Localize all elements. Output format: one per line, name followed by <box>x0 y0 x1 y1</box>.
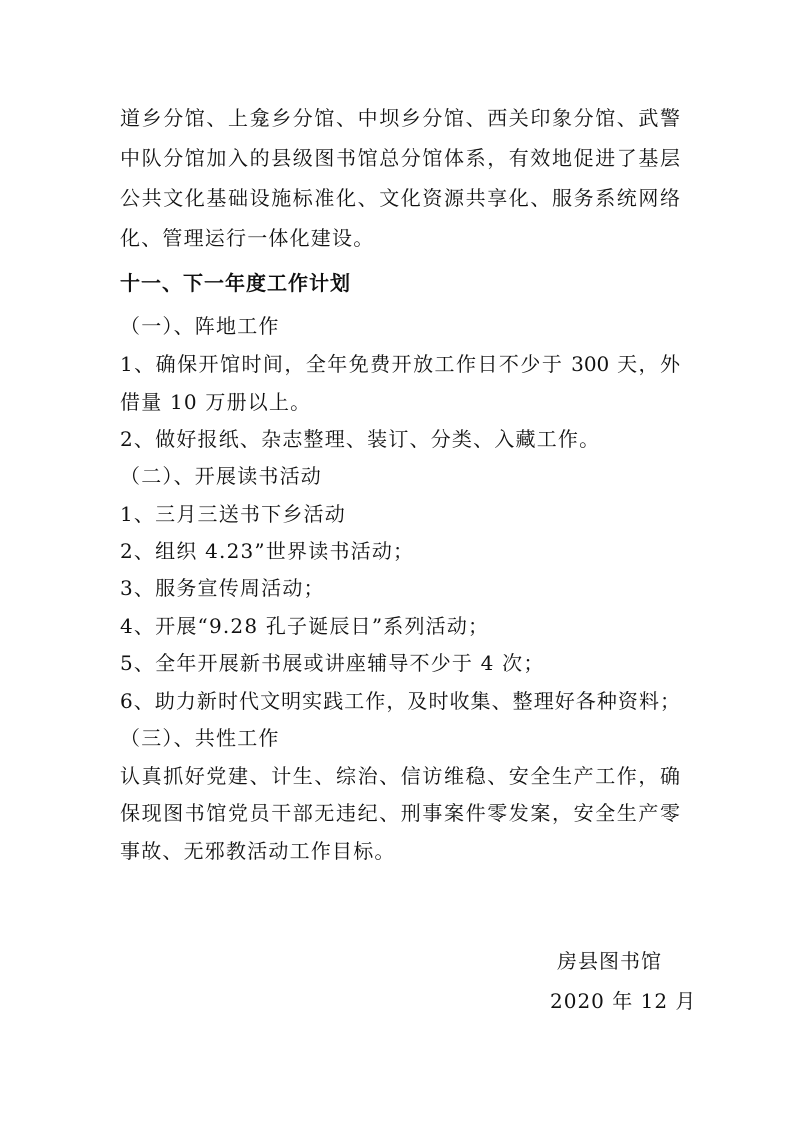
list-item: 2、做好报纸、杂志整理、装订、分类、入藏工作。 <box>120 427 601 451</box>
list-item: 1、确保开馆时间，全年免费开放工作日不少于 300 天，外 <box>120 352 680 376</box>
list-item: 2、组织 4.23”世界读书活动； <box>120 539 415 563</box>
list-item: 4、开展“9.28 孔子诞辰日”系列活动； <box>120 614 490 638</box>
paragraph-line: 保现图书馆党员干部无违纪、刑事案件零发案，安全生产零 <box>120 801 680 825</box>
list-item: 6、助力新时代文明实践工作，及时收集、整理好各种资料； <box>120 689 680 713</box>
subsection-title: （二）、开展读书活动 <box>120 464 322 488</box>
paragraph-line: 中队分馆加入的县级图书馆总分馆体系，有效地促进了基层 <box>120 146 680 170</box>
section-heading: 十一、下一年度工作计划 <box>120 271 351 295</box>
subsection-title: （一）、阵地工作 <box>120 314 280 338</box>
paragraph-line: 公共文化基础设施标准化、文化资源共享化、服务系统网络 <box>120 186 680 210</box>
list-item: 3、服务宣传周活动； <box>120 576 325 600</box>
list-item: 1、三月三送书下乡活动 <box>120 502 346 526</box>
signature-date: 2020 年 12 月 <box>550 989 697 1013</box>
paragraph-line: 化、管理运行一体化建设。 <box>120 226 375 250</box>
paragraph-line: 道乡分馆、上龛乡分馆、中坝乡分馆、西关印象分馆、武警 <box>120 106 680 130</box>
list-item: 借量 10 万册以上。 <box>120 390 312 414</box>
paragraph-line: 事故、无邪教活动工作目标。 <box>120 839 396 863</box>
list-item: 5、全年开展新书展或讲座辅导不少于 4 次； <box>120 651 545 675</box>
subsection-title: （三）、共性工作 <box>120 726 280 750</box>
signature-org: 房县图书馆 <box>557 949 662 973</box>
paragraph-line: 认真抓好党建、计生、综治、信访维稳、安全生产工作，确 <box>120 764 680 788</box>
